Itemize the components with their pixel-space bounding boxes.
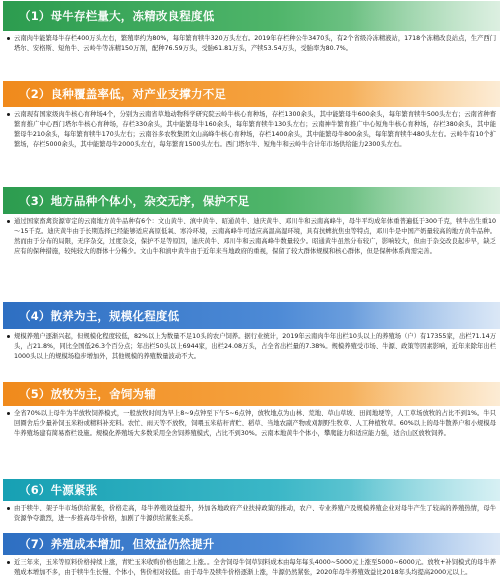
section-text: 云南肉牛能繁母牛存栏400万头左右，繁殖率约为80%，每年繁育犊牛320万头左右。2019年存栏种公牛3470头，有2个省级冷冻精液站，1718个冻精改良站点，生产西门塔尔、安格斯、短角牛、云岭牛等冻精150万剂，配种76.59万头，受胎61.81万头，产犊53.54万头，受胎率为80.7%。 bbox=[14, 35, 496, 53]
section-title: （1）母牛存栏量大，冻精改良程度低 bbox=[19, 9, 215, 23]
section-text: 近三年来，玉米等原料价格持续上涨，青贮玉米收购价格也随之上涨。。全舍饲母牛饲草饲料成本由每年每头4000~5000元上涨至5000~6000元。放牧+补饲模式的母牛养殖成本增加不多，由于犊牛生长慢、个体小，售价相对较低。由于母牛及犊牛价格逐渐上涨，牛源仍然紧张，2020年母牛养殖效益比2018年头均提高2000元以上。 bbox=[14, 559, 496, 577]
section-text: 通过国家畜禽资源审定的云南地方黄牛品种有6个：文山黄牛、滇中黄牛、昭通黄牛、迪庆黄牛、邓川牛和云南高峰牛，母牛平均成年体重普遍低于300千克，犊牛出生重10～15千克。迪庆黄牛由于长期选择已经能够适应高原低氧、寒冷环境，云南高峰牛可适应高温高湿环境，具有抗蜱抗焦虫等特点，邓川牛是中国产奶量较高的地方黄牛品种。然而由于分布的局限，无序杂交，过度杂交，保护不足等原因，迪庆黄牛、邓川牛和云南高峰牛数量较少。昭通黄牛虽然分布较广，影响较大，但由于杂交改良起步早，缺乏应有的保种措施，较纯较大的群体十分稀少。文山牛和滇中黄牛由于近年来当地政府的重视，保留了较大群体规模和核心群体，但是保种体系尚需完善。 bbox=[14, 218, 496, 256]
section-text: 规模养殖户逐渐兴起，但规模化程度较低，82%以上为数量不足10头的农户饲养。据行业统计，2019年云南肉牛年出栏10头以上的养殖场（户）有17355家，出栏71.14万头，占21.8%，同比全国低26.3个百分点；年出栏50头以上6944家，出栏24.08万头，占全省出栏量的7.38%。规模养殖受市场、牛源、政策等因素影响，近年来除年出栏1000头以上的规模场稳步增加外，其他规模的养殖数量波动不大。 bbox=[14, 333, 496, 361]
section-body bbox=[3, 31, 500, 81]
section-text: 由于犊牛、架子牛市场供给紧张，价格走高，母牛养殖效益提升，外加各地政府产业扶持政策的推动，农户、专业养殖户及规模养殖企业对母牛产生了较高的养殖热情，母牛资源争夺激烈，进一步推高母牛价格，加剧了牛源供给紧张关系。 bbox=[14, 505, 496, 523]
section-cost-benefit bbox=[3, 533, 500, 581]
section-text: 全省70%以上母牛为半放牧饲养模式，一般放牧时间为早上8~9点钟至下午5~6点钟，放牧地点为山林、荒地、草山草坡、田间地埂等，人工草场放牧的占比不到1%。牛只回圈舍后少量补饲玉米粉或精料补充料。农忙、雨天等不放牧，饲喂玉米秸秆青贮、稻草、当地农副产物或刈割野生牧草、人工种植牧草。60%以上的母牛散养户和小规模母牛养殖场建有简易畜栏设施。规模化养殖场大多数采用全舍饲养殖模式，占比不到30%。云南本地黄牛个体小，攀爬能力和适应能力强，适合山区放牧饲养。 bbox=[14, 410, 496, 438]
section-cattle-shortage bbox=[3, 479, 500, 533]
section-title: （4）散养为主，规模化程度低 bbox=[19, 308, 180, 323]
section-title: （3）地方品种个体小，杂交无序，保护不足 bbox=[19, 193, 250, 208]
section-body bbox=[3, 501, 500, 533]
section-body bbox=[3, 555, 500, 581]
section-title-banner bbox=[3, 302, 500, 329]
section-breed-coverage bbox=[3, 81, 500, 187]
section-grazing bbox=[3, 382, 500, 479]
section-body bbox=[3, 329, 500, 382]
section-title-banner bbox=[3, 81, 500, 107]
section-title: （2）良种覆盖率低，对产业支撑力不足 bbox=[19, 87, 227, 101]
section-local-breeds bbox=[3, 187, 500, 302]
section-body bbox=[3, 406, 500, 479]
section-title: （5）放牧为主，舍饲为辅 bbox=[19, 387, 156, 401]
section-body bbox=[3, 214, 500, 302]
section-title-banner bbox=[3, 479, 500, 501]
section-title: （6）牛源紧张 bbox=[19, 483, 98, 497]
section-text: 云南现有国家级肉牛核心育种场4个，分别为云南省草地动物科学研究院云岭牛核心育种场，存栏1300余头，其中能繁母牛600余头，每年繁育犊牛500头左右；云南省种畜繁育推广中心西门塔尔牛核心育种场，存栏330余头，其中能繁母牛160余头，每年繁育犊牛130头左右；云南神牛繁育推广中心短角牛核心育种场，存栏380余头，其中能繁母牛210余头，每年繁育犊牛170头左右；云南谷多农牧集团文山高峰牛核心育种场，存栏1400余头，其中能繁母牛800余头，每年繁育犊牛480头左右。云岭牛有10个扩繁场，存栏5000余头，其中能繁母牛2000头左右，每年繁育1500头左右。西门塔尔牛、短角牛和云岭牛合计年市场供给能力2300头左右。 bbox=[14, 111, 496, 149]
section-title-banner bbox=[3, 1, 500, 31]
section-title-banner bbox=[3, 533, 500, 555]
section-title-banner bbox=[3, 187, 500, 214]
section-cow-stock bbox=[3, 1, 500, 81]
section-title: （7）养殖成本增加，但效益仍然提升 bbox=[19, 537, 215, 551]
section-scattered-farming bbox=[3, 302, 500, 382]
section-body bbox=[3, 107, 500, 187]
section-title-banner bbox=[3, 382, 500, 406]
